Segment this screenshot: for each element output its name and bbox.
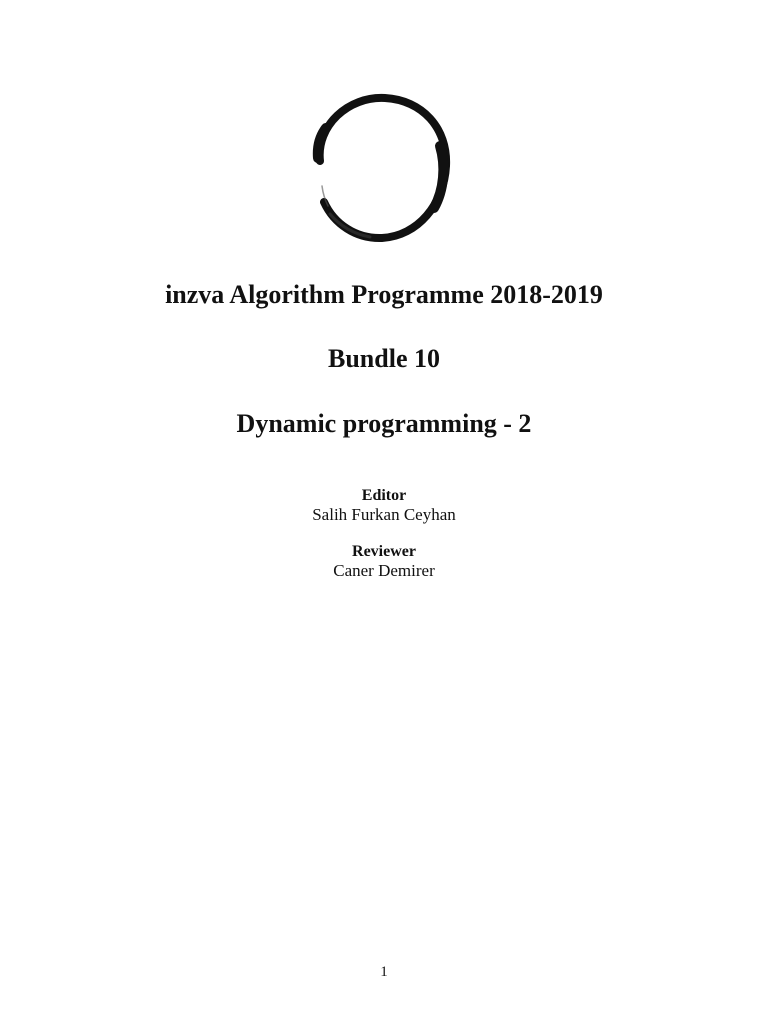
reviewer-name: Caner Demirer [333, 561, 435, 580]
editor-name: Salih Furkan Ceyhan [312, 505, 456, 524]
editor-credit [0, 486, 768, 525]
reviewer-label: Reviewer [352, 543, 416, 560]
editor-label: Editor [361, 487, 407, 504]
reviewer-credit [0, 542, 768, 581]
document-subtitle: Dynamic programming - 2 [236, 409, 532, 438]
document-title: inzva Algorithm Programme 2018-2019 [165, 280, 603, 309]
bundle-number: Bundle 10 [328, 344, 440, 373]
page-number: 1 [380, 964, 388, 980]
enso-circle-icon [300, 86, 460, 246]
